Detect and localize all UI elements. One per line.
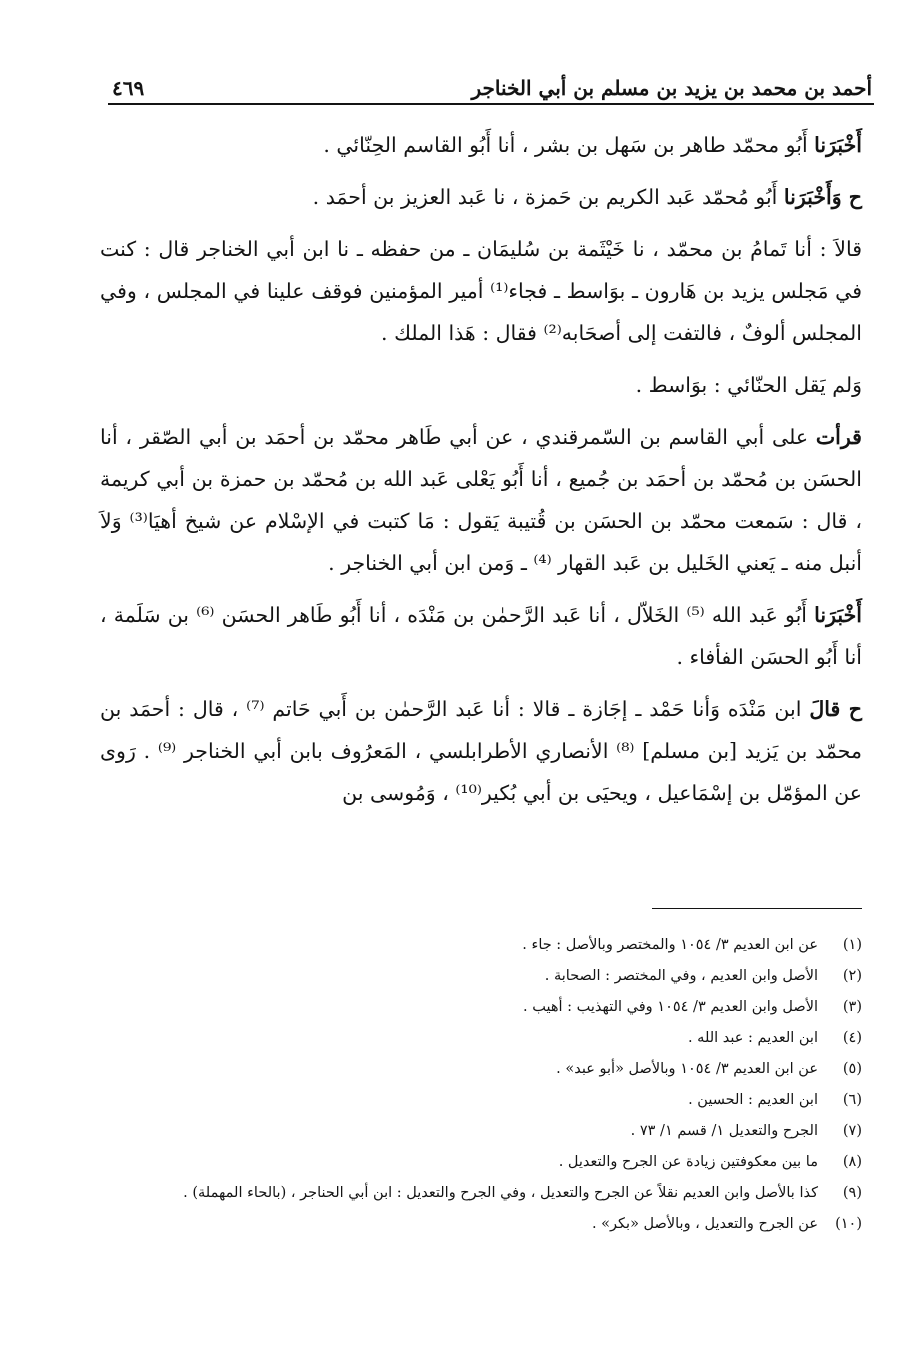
footnote	[100, 1178, 862, 1209]
paragraph-text: قالاَ : أنا تَمامُ بن محمّد ، نا خَيْثَمة بن سُليمَان ـ من حفظه ـ نا ابن أبي الخناجر قال : كنت في مَجلس يزيد بن هَارون ـ بوَاسط ـ فجاء⁽¹⁾ أمير المؤمنين فوقف علينا في المجلس ، وفي المجلس ألوفٌ ، فالتفت إلى أصحَابه⁽²⁾ فقال : هَذا الملك .	[100, 237, 863, 345]
footnote-text: الأصل وابن العديم ، وفي المختصر : الصحابة .	[544, 968, 818, 984]
footnote-text: ابن العديم : الحسين .	[688, 1092, 818, 1108]
footnote-number: (١٠)	[835, 1216, 862, 1232]
footnote-number: (٤)	[842, 1030, 862, 1046]
footnote-number: (١)	[842, 937, 862, 953]
footnote	[100, 1147, 862, 1178]
footnote-text: الأصل وابن العديم ٣/ ١٠٥٤ وفي التهذيب : أهيب .	[523, 999, 818, 1015]
footnote	[100, 930, 862, 961]
paragraph-text: ابن مَنْدَه وَأنا حَمْد ـ إجَازة ـ قالا : أنا عَبد الرَّحمٰن بن أَبي حَاتم ⁽⁷⁾ ، قال : أحمَد بن محمّد بن يَزيد [بن مسلم] ⁽⁸⁾ الأنصاري الأطرابلسي ، المَعرُوف بابن أبي الخناجر ⁽⁹⁾ . رَوى عن المؤمّل بن إسْمَاعيل ، ويحيَى بن أبي بُكير⁽¹⁰⁾ ، وَمُوسى بن	[100, 697, 862, 805]
paragraph-lead: أَخْبَرَنا	[814, 133, 862, 157]
footnote	[100, 1209, 862, 1240]
paragraph	[100, 688, 862, 814]
footnote	[100, 1054, 862, 1085]
paragraph-lead: قرأت	[815, 425, 862, 449]
footnotes	[100, 930, 862, 1240]
paragraph	[100, 364, 862, 406]
paragraph	[100, 228, 862, 354]
paragraph-lead: ح قالَ	[809, 697, 863, 721]
header-rule	[108, 103, 874, 105]
paragraph	[100, 176, 862, 218]
footnote	[100, 992, 862, 1023]
paragraph-lead: أَخْبَرَنا	[814, 603, 862, 627]
paragraph	[100, 124, 862, 166]
footnote-text: ما بين معكوفتين زيادة عن الجرح والتعديل .	[558, 1154, 818, 1170]
footnote	[100, 961, 862, 992]
footnote-number: (٥)	[842, 1061, 862, 1077]
paragraph-text: أَبُو مُحمّد عَبد الكريم بن حَمزة ، نا عَبد العزيز بن أحمَد .	[312, 185, 778, 209]
footnote	[100, 1116, 862, 1147]
footnote-number: (٧)	[842, 1123, 862, 1139]
paragraph	[100, 594, 862, 678]
footnote-number: (٨)	[842, 1154, 862, 1170]
footnote-number: (٦)	[842, 1092, 862, 1108]
footnote-text: عن ابن العديم ٣/ ١٠٥٤ وبالأصل «أبو عبد» .	[556, 1061, 818, 1077]
running-title: أحمد بن محمد بن يزيد بن مسلم بن أبي الخناجر	[471, 76, 872, 100]
footnote	[100, 1085, 862, 1116]
footnote-text: الجرح والتعديل ١/ قسم ١/ ٧٣ .	[630, 1123, 818, 1139]
paragraph-text: على أبي القاسم بن السّمرقندي ، عن أبي طَاهر محمّد بن أحمَد بن أبي الصّقر ، أنا الحسَن بن مُحمّد بن أحمَد بن جُميع ، أنا أَبُو يَعْلى عَبد الله بن مُحمّد بن حمزة بن أبي كريمة ، قال : سَمعت محمّد بن الحسَن بن قُتيبة يَقول : مَا كتبت في الإسْلام عن شيخ أهيَا⁽³⁾ وَلاَ أنبل منه ـ يَعني الخَليل بن عَبد القهار ⁽⁴⁾ ـ وَمن ابن أبي الخناجر .	[100, 425, 862, 575]
paragraph-text: وَلم يَقل الحنّائي : بوَاسط .	[635, 373, 862, 397]
footnote-rule	[652, 908, 862, 909]
page-number: ٤٦٩	[112, 76, 145, 100]
footnote-number: (٣)	[842, 999, 862, 1015]
paragraph-lead: ح وَأَخْبَرَنا	[783, 185, 862, 209]
footnote-text: عن الجرح والتعديل ، وبالأصل «بكر» .	[591, 1216, 818, 1232]
running-head	[112, 66, 872, 100]
main-text	[100, 124, 862, 814]
footnote-text: عن ابن العديم ٣/ ١٠٥٤ والمختصر وبالأصل : جاء .	[522, 937, 818, 953]
footnote-text: ابن العديم : عبد الله .	[687, 1030, 818, 1046]
footnote-number: (٩)	[842, 1185, 862, 1201]
paragraph-text: أَبُو محمّد طاهر بن سَهل بن بشر ، أنا أَبُو القاسم الحِنّائي .	[323, 133, 808, 157]
footnote-text: كذا بالأصل وابن العديم نقلاً عن الجرح والتعديل ، وفي الجرح والتعديل : ابن أبي الحناجر ، (بالحاء المهملة) .	[183, 1185, 818, 1201]
paragraph-text: أَبُو عَبد الله ⁽⁵⁾ الخَلاّل ، أنا عَبد الرَّحمٰن بن مَنْدَه ، أنا أَبُو طَاهر الحسَن ⁽⁶⁾ بن سَلَمة ، أنا أَبُو الحسَن الفأفاء .	[100, 603, 862, 669]
paragraph	[100, 416, 862, 584]
footnote	[100, 1023, 862, 1054]
footnote-number: (٢)	[842, 968, 862, 984]
